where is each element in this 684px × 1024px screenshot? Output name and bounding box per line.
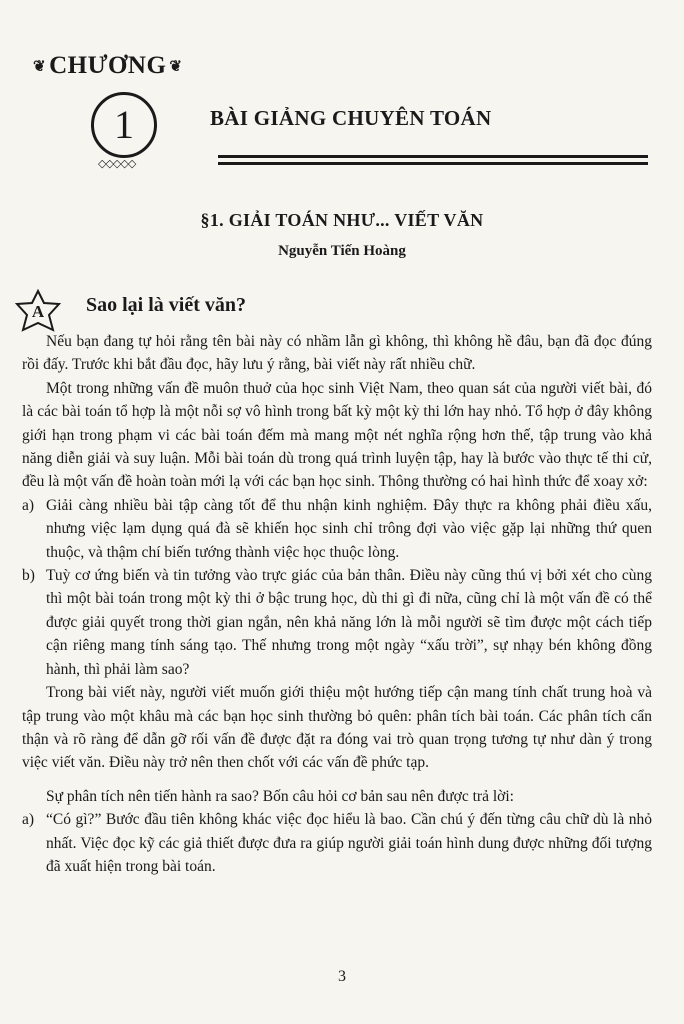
chapter-decoration-icon: ◇◇◇◇◇ [98, 158, 136, 170]
list-marker: b) [22, 567, 35, 585]
chapter-number-circle [91, 92, 157, 158]
chapter-label [30, 52, 186, 80]
chapter-title: BÀI GIẢNG CHUYÊN TOÁN [210, 106, 492, 130]
list-item-b [22, 564, 652, 681]
paragraph-4: Sự phân tích nên tiến hành ra sao? Bốn câu hỏi cơ bản sau nên được trả lời: [46, 787, 514, 805]
list-item-text: Giải càng nhiều bài tập càng tốt để thu nhận kinh nghiệm. Đây thực ra không phải điều xấu, nhưng việc lạm dụng quá đà sẽ khiến học sinh chỉ trông đợi vào việc gặp lại những thứ quen thuộc, và thậm chí biến tướng thành việc học thuộc lòng. [46, 496, 652, 561]
list-item-text: Tuỳ cơ ứng biến và tin tưởng vào trực giác của bản thân. Điều này cũng thú vị bởi xét cho cùng thì một bài toán trong một kỳ thi ở bậc trung học, dù thi gì đi nữa, cũng chỉ là một vấn đề có thể được giải quyết trong thời gian ngắn, nên khả năng lớn là mỗi người sẽ tìm được một cách tiếp cận riêng mang tính sáng tạo. Thế nhưng trong một ngày “xấu trời”, sự nhạy bén không đồng hành, thì phải làm sao? [46, 567, 652, 678]
body-text [22, 330, 652, 878]
page-number: 3 [338, 968, 346, 985]
list-item-a2 [22, 808, 652, 878]
list-item-a [22, 494, 652, 564]
paragraph-2: Một trong những vấn đề muôn thuở của học sinh Việt Nam, theo quan sát của người viết bài, đó là các bài toán tổ hợp là một nỗi sợ vô hình trong bất kỳ một kỳ thi lớn hay nhỏ. Tổ hợp ở đây không giới hạn trong phạm vi các bài toán đếm mà mang một nét nghĩa rộng hơn thế, tập trung vào khả năng diễn giải và suy luận. Mỗi bài toán dù trong quá trình luyện tập, hay là bước vào thực tế thi cử, đều là một vấn đề hoàn toàn mới lạ với các bạn học sinh. Thông thường có hai hình thức để xoay xở: [22, 379, 652, 491]
chapter-number: 1 [114, 102, 134, 147]
ornament-right-icon: ❦ [169, 58, 183, 75]
list-item-text: “Có gì?” Bước đầu tiên không khác việc đọc hiểu là bao. Cần chú ý đến từng câu chữ dù là nhỏ nhất. Việc đọc kỹ các giả thiết được đưa ra giúp người giải toán hình dung được những đối tượng đã xuất hiện trong bài toán. [46, 811, 652, 875]
part-title: Sao lại là viết văn? [86, 294, 247, 316]
part-marker-letter: A [31, 302, 45, 321]
list-marker: a) [22, 496, 35, 514]
title-rule-top [218, 155, 648, 158]
paragraph-1: Nếu bạn đang tự hỏi rằng tên bài này có nhầm lẫn gì không, thì không hề đâu, bạn đã đọc đúng rồi đấy. Trước khi bắt đầu đọc, hãy lưu ý rằng, bài viết này rất nhiều chữ. [22, 333, 652, 374]
list-marker: a) [22, 811, 35, 829]
title-rule-bottom [218, 162, 648, 165]
author-name: Nguyễn Tiến Hoàng [278, 243, 406, 259]
paragraph-3: Trong bài viết này, người viết muốn giới thiệu một hướng tiếp cận mang tính chất trung hoà và tập trung vào một khâu mà các bạn học sinh thường bỏ quên: phân tích bài toán. Các phân tích cẩn thận và rõ ràng để dẫn gỡ rối vấn đề được đặt ra đóng vai trò quan trọng tương tự như dàn ý trong việc viết văn. Điều này trở nên then chốt với các vấn đề phức tạp. [22, 684, 652, 772]
chapter-label-text: CHƯƠNG [49, 52, 167, 79]
part-marker-badge [14, 289, 62, 333]
section-title: §1. GIẢI TOÁN NHƯ... VIẾT VĂN [200, 210, 484, 230]
ornament-left-icon: ❦ [33, 58, 47, 75]
